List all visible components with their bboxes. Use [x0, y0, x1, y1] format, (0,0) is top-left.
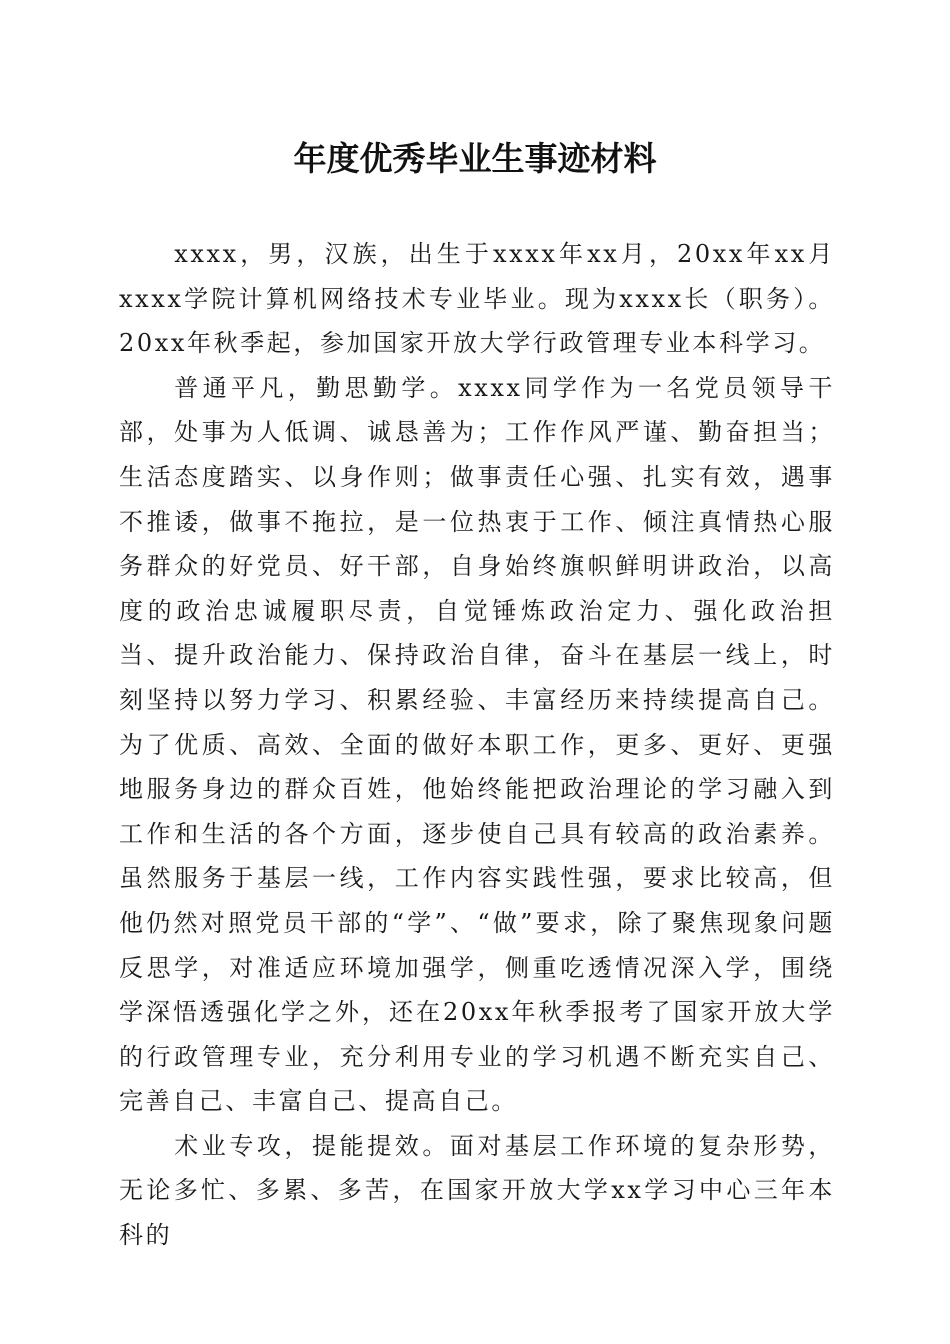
paragraph-2: 普通平凡，勤思勤学。xxxx同学作为一名党员领导干部，处事为人低调、诚恳善为；工作作风严谨、勤奋担当；生活态度踏实、以身作则；做事责任心强、扎实有效，遇事不推诿，做事不拖拉，是一位热衷于工作、倾注真情热心服务群众的好党员、好干部，自身始终旗帜鲜明讲政治，以高度的政治忠诚履职尽责，自觉锤炼政治定力、强化政治担当、提升政治能力、保持政治自律，奋斗在基层一线上，时刻坚持以努力学习、积累经验、丰富经历来持续提高自己。为了优质、高效、全面的做好本职工作，更多、更好、更强地服务身边的群众百姓，他始终能把政治理论的学习融入到工作和生活的各个方面，逐步使自己具有较高的政治素养。虽然服务于基层一线，工作内容实践性强，要求比较高，但他仍然对照党员干部的“学”、“做”要求，除了聚焦现象问题反思学，对准适应环境加强学，侧重吃透情况深入学，围绕学深悟透强化学之外，还在20xx年秋季报考了国家开放大学的行政管理专业，充分利用专业的学习机遇不断充实自己、完善自己、丰富自己、提高自己。	[119, 373, 835, 1116]
paragraph-1: xxxx，男，汉族，出生于xxxx年xx月，20xx年xx月xxxx学院计算机网络技术专业毕业。现为xxxx长（职务）。20xx年秋季起，参加国家开放大学行政管理专业本科学习。	[119, 240, 835, 358]
paragraph-3: 术业专攻，提能提效。面对基层工作环境的复杂形势，无论多忙、多累、多苦，在国家开放大学xx学习中心三年本科的	[119, 1131, 835, 1250]
document-body	[119, 232, 835, 1258]
document-title: 年度优秀毕业生事迹材料	[293, 139, 657, 178]
